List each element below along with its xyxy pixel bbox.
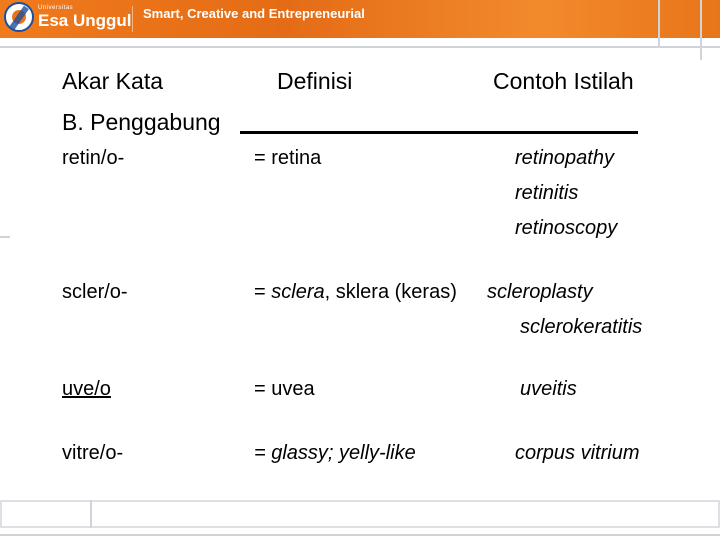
example-retinoscopy: retinoscopy bbox=[515, 217, 618, 239]
definition-sclera-italic: sclera bbox=[271, 281, 325, 303]
header-example-terms: Contoh Istilah bbox=[493, 68, 634, 94]
example-retinopathy: retinopathy bbox=[515, 147, 614, 169]
example-sclerokeratitis: sclerokeratitis bbox=[520, 316, 643, 338]
example-uveitis: uveitis bbox=[520, 378, 577, 400]
header-underline bbox=[240, 131, 638, 134]
definition-glassy: = glassy; yelly-like bbox=[254, 442, 416, 464]
header-tagline: Smart, Creative and Entrepreneurial bbox=[143, 6, 365, 21]
logo-small-text: Universitas bbox=[38, 4, 74, 11]
header-definition: Definisi bbox=[277, 68, 353, 94]
root-retino: retin/o- bbox=[62, 147, 125, 169]
example-corpus-vitrium: corpus vitrium bbox=[515, 442, 640, 464]
header-root: Akar Kata bbox=[62, 68, 163, 94]
header-combining-form: B. Penggabung bbox=[62, 109, 221, 135]
root-sclero: scler/o- bbox=[62, 281, 128, 303]
definition-sclera-prefix: = bbox=[254, 281, 272, 303]
definition-retina: = retina bbox=[254, 147, 322, 169]
definition-sclera-rest: , sklera (keras) bbox=[324, 281, 457, 303]
root-uveo: uve/o bbox=[62, 378, 111, 400]
example-scleroplasty: scleroplasty bbox=[487, 281, 593, 303]
definition-sclera bbox=[254, 281, 457, 304]
definition-uvea: = uvea bbox=[254, 378, 315, 400]
root-vitreo: vitre/o- bbox=[62, 442, 124, 464]
example-retinitis: retinitis bbox=[515, 182, 579, 204]
logo-name: Esa Unggul bbox=[38, 10, 132, 30]
